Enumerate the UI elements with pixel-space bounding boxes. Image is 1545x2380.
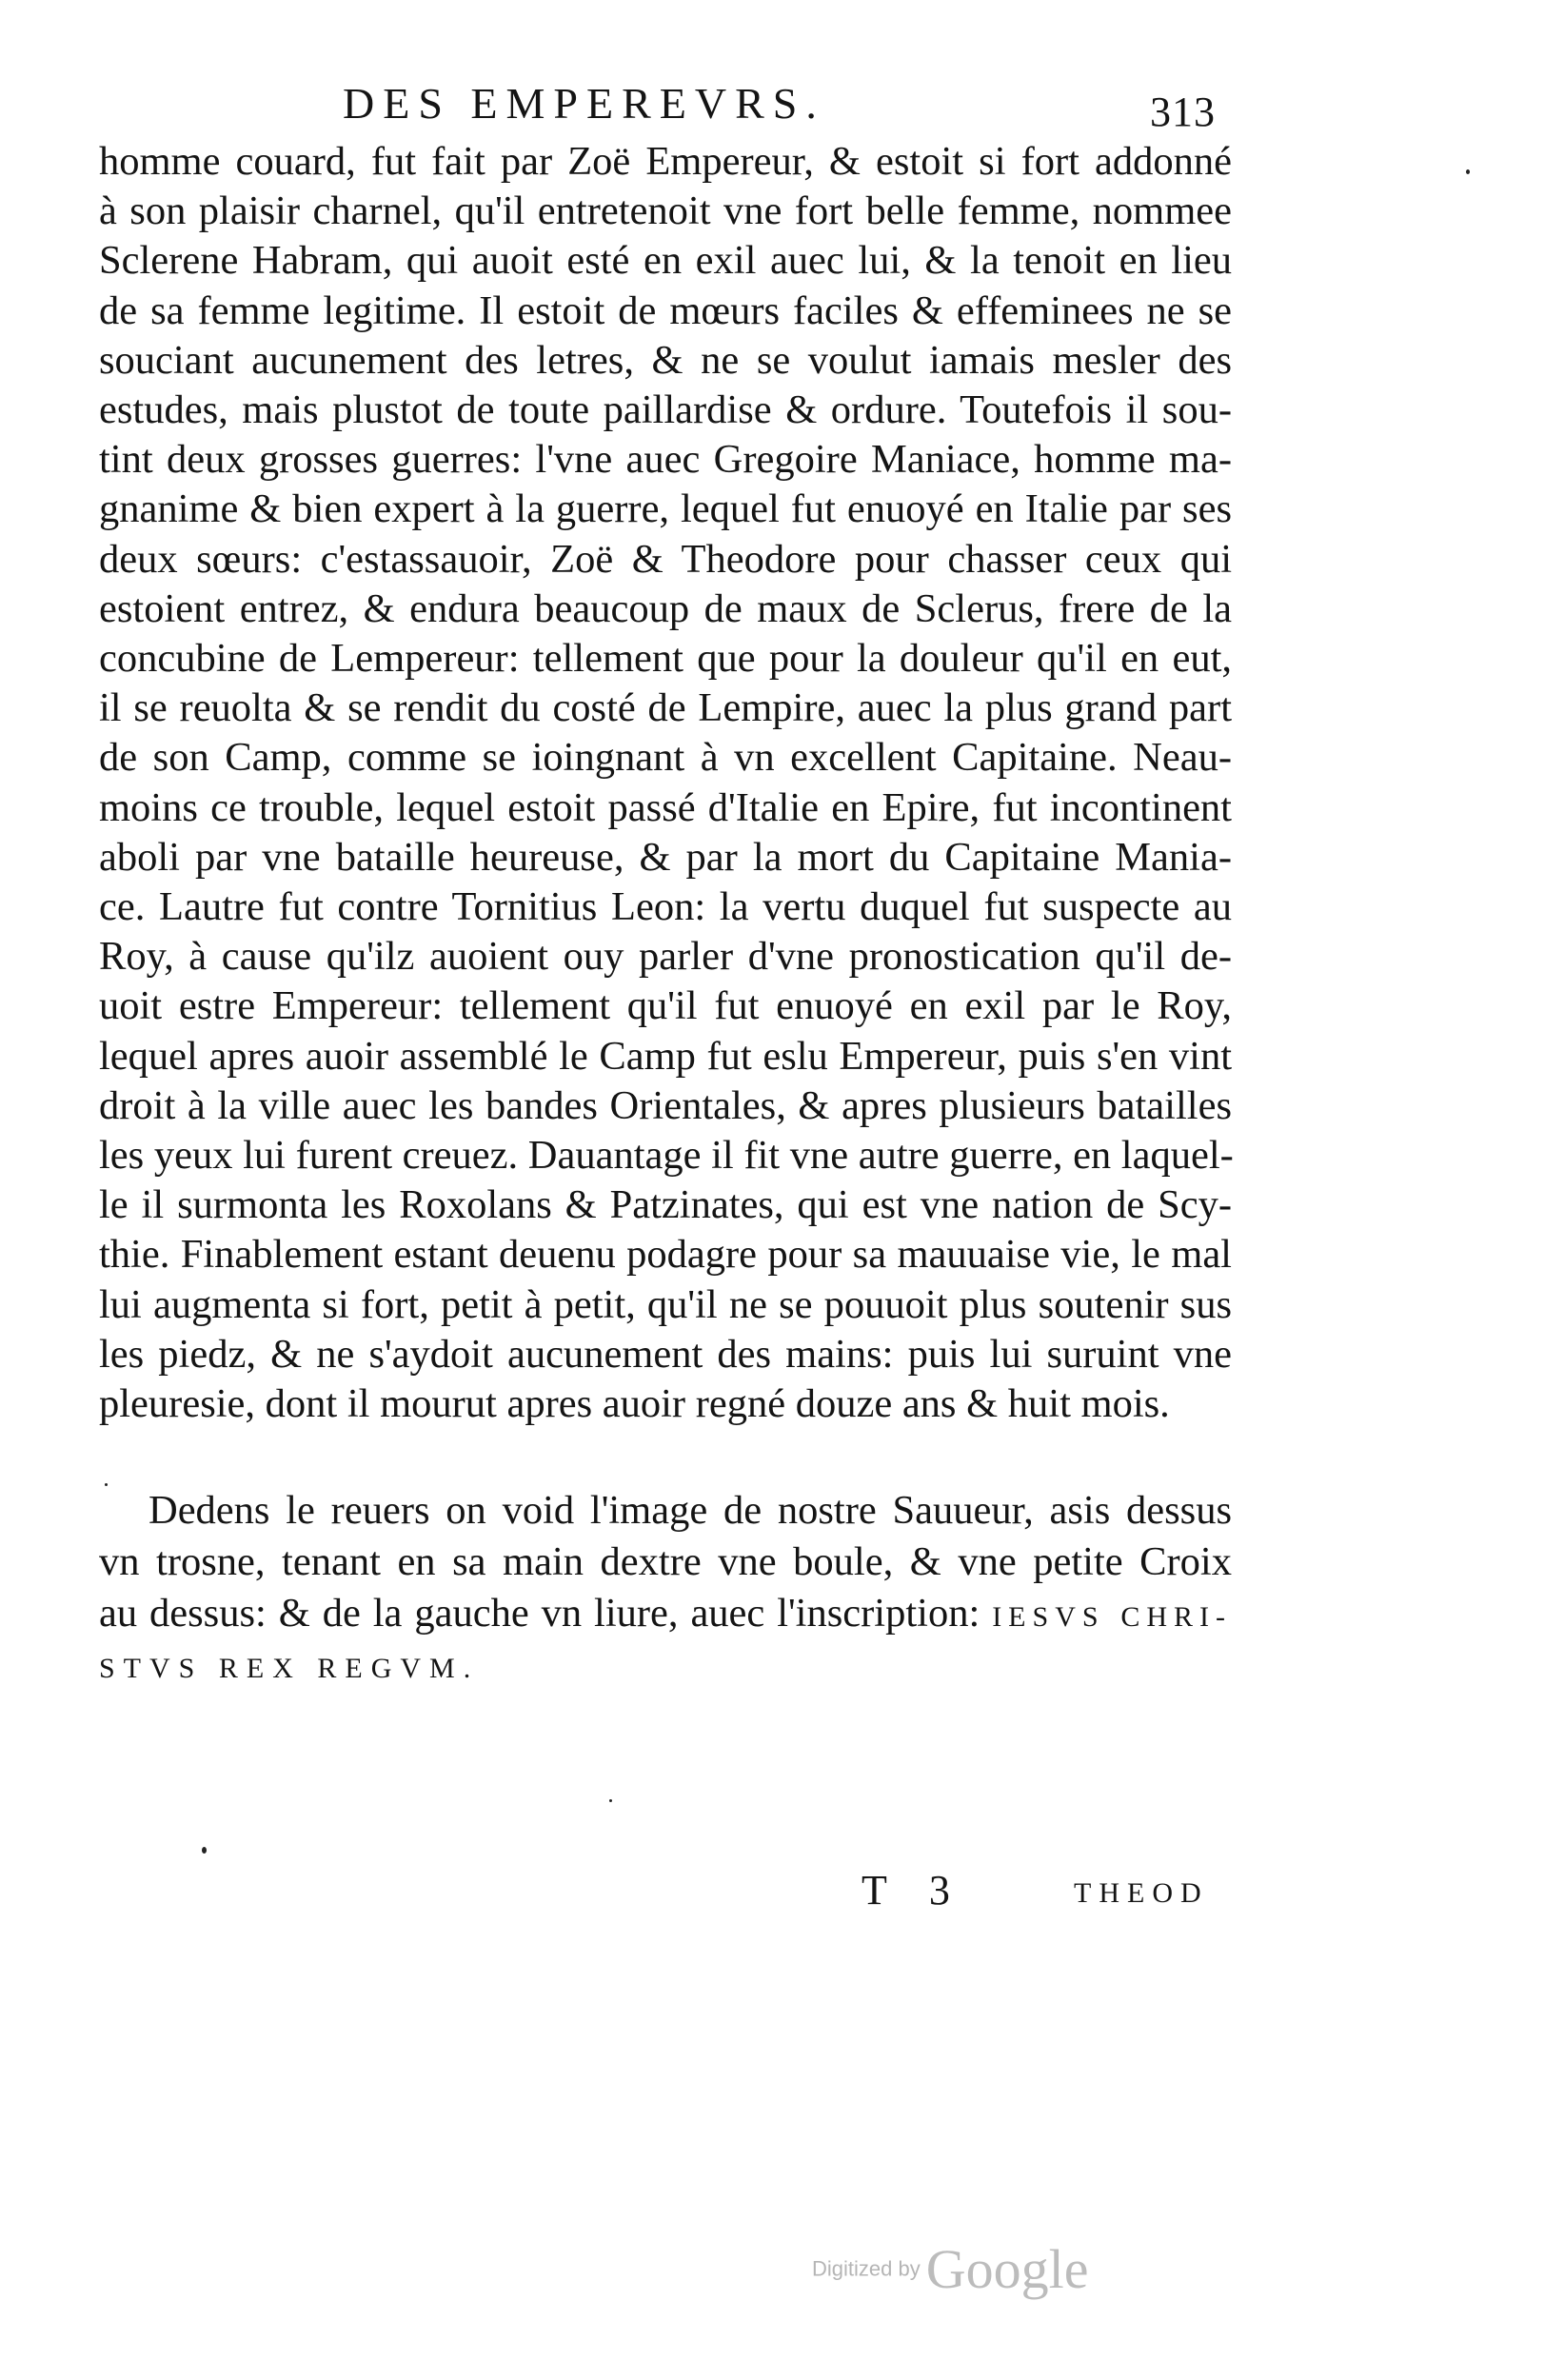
text-line-26: pleuresie, dont il mourut apres auoir regné douze ans & huit mois. (99, 1381, 1170, 1427)
text-line-8: gnanime & bien expert à la guerre, lequel fut enuoyé en Italie par ses (99, 486, 1232, 532)
text-line-9: deux sœurs: c'estassauoir, Zoë & Theodore pour chasser ceux qui (99, 536, 1232, 582)
text-line-21: les yeux lui furent creuez. Dauantage il fit vne autre guerre, en laquel- (99, 1133, 1234, 1179)
text-line-20: droit à la ville auec les bandes Orientales, & apres plusieurs batailles (99, 1082, 1232, 1128)
ink-speck (105, 1483, 108, 1486)
text-line-7: tint deux grosses guerres: l'vne auec Gregoire Maniace, homme ma- (99, 437, 1232, 483)
reverse-line-3-text: au dessus: & de la gauche vn liure, auec l'inscription: (99, 1591, 980, 1636)
text-line-22: le il surmonta les Roxolans & Patzinates, qui est vne nation de Scy- (99, 1182, 1232, 1228)
reverse-line-3 (99, 1588, 1232, 1643)
digitized-watermark (812, 2237, 1088, 2301)
text-line-5: souciant aucunement des letres, & ne se voulut iamais mesler des (99, 337, 1232, 383)
text-line-17: Roy, à cause qu'ilz auoient ouy parler d'vne pronostication qu'il de- (99, 934, 1232, 980)
text-line-25: les piedz, & ne s'aydoit aucunement des mains: puis lui suruint vne (99, 1331, 1232, 1377)
text-line-10: estoient entrez, & endura beaucoup de maux de Sclerus, frere de la (99, 585, 1232, 631)
signature-mark (862, 1866, 954, 1914)
signature-number: 3 (928, 1867, 954, 1914)
google-logo: Google (925, 2238, 1089, 2300)
text-line-23: thie. Finablement estant deuenu podagre pour sa mauuaise vie, le mal (99, 1232, 1232, 1278)
text-line-12: il se reuolta & se rendit du costé de Lempire, auec la plus grand part (99, 685, 1232, 731)
page-number: 313 (1150, 89, 1216, 135)
text-line-1: homme couard, fut fait par Zoë Empereur, & estoit si fort addonné (99, 139, 1232, 184)
ink-speck (202, 1847, 207, 1854)
text-line-18: uoit estre Empereur: tellement qu'il fut enuoyé en exil par le Roy, (99, 983, 1232, 1029)
text-line-16: ce. Lautre fut contre Tornitius Leon: la vertu duquel fut suspecte au (99, 884, 1232, 930)
text-line-14: moins ce trouble, lequel estoit passé d'Italie en Epire, fut incontinent (99, 784, 1232, 830)
reverse-line-2: vn trosne, tenant en sa main dextre vne boule, & vne petite Croix (99, 1539, 1232, 1584)
text-line-11: concubine de Lempereur: tellement que pour la douleur qu'il en eut, (99, 636, 1232, 682)
signature-letter: T (862, 1867, 891, 1914)
text-line-15: aboli par vne bataille heureuse, & par la mort du Capitaine Mania- (99, 834, 1232, 880)
digitized-by-label: Digitized by (812, 2256, 921, 2281)
text-line-4: de sa femme legitime. Il estoit de mœurs faciles & effeminees ne se (99, 288, 1232, 333)
ink-speck (1466, 169, 1470, 174)
catchword: THEOD (1074, 1877, 1209, 1909)
text-line-13: de son Camp, comme se ioingnant à vn excellent Capitaine. Neau- (99, 735, 1232, 781)
running-head: DES EMPEREVRS. (343, 79, 825, 128)
inscription-part-2: STVS REX REGVM. (99, 1653, 480, 1684)
text-line-24: lui augmenta si fort, petit à petit, qu'il ne se pouuoit plus soutenir sus (99, 1281, 1232, 1327)
inscription-part-1: IESVS CHRI- (992, 1601, 1232, 1633)
text-line-3: Sclerene Habram, qui auoit esté en exil auec lui, & la tenoit en lieu (99, 238, 1232, 284)
ink-speck (609, 1799, 612, 1802)
reverse-description-paragraph (99, 1485, 1232, 1695)
reverse-line-1: Dedens le reuers on void l'image de nostre Sauueur, asis dessus (149, 1488, 1232, 1533)
main-paragraph (99, 137, 1232, 1429)
text-line-6: estudes, mais plustot de toute paillardise & ordure. Toutefois il sou- (99, 387, 1232, 433)
text-line-2: à son plaisir charnel, qu'il entretenoit vne fort belle femme, nommee (99, 188, 1232, 234)
text-line-19: lequel apres auoir assemblé le Camp fut eslu Empereur, puis s'en vint (99, 1033, 1232, 1079)
